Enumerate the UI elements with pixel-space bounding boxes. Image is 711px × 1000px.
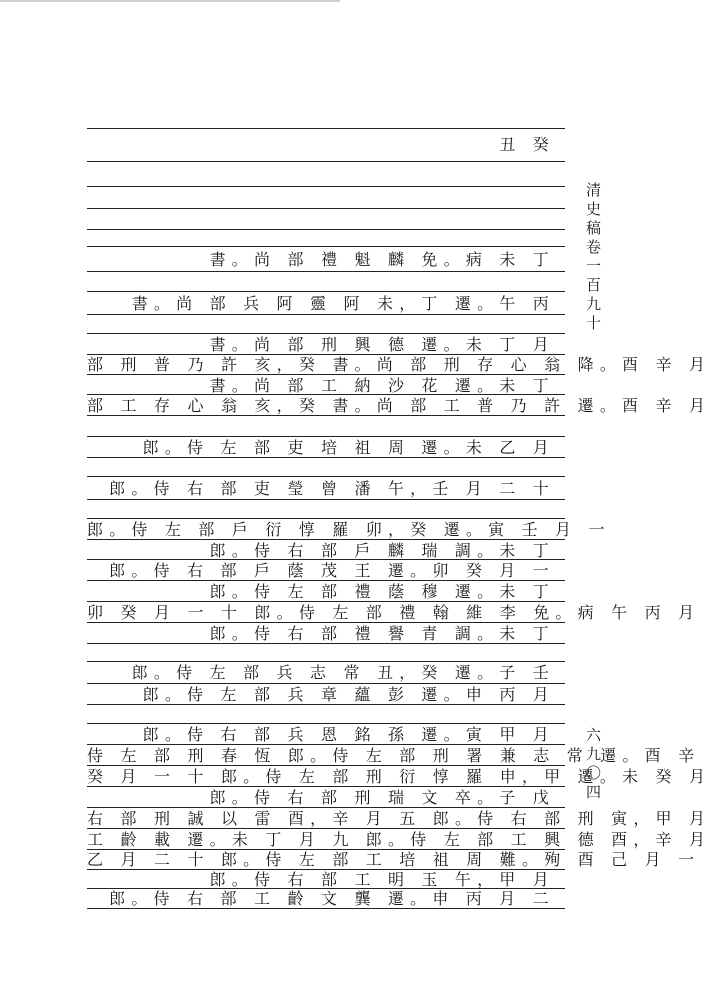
year-label: 丑 癸: [499, 135, 555, 154]
table-row-text: 郎。侍 右 部 兵 恩 銘 孫 遷。寅 甲 月: [142, 725, 555, 744]
table-rule: [87, 499, 565, 500]
table-rule: [87, 436, 565, 437]
table-rule: [87, 161, 565, 162]
table-row-text: 郎。侍 右 部 戶 麟 瑞 調。未 丁: [209, 541, 555, 560]
table-row-text: 郎。侍 左 部 兵 志 常 丑，癸 遷。子 壬: [131, 663, 555, 682]
table-rule: [87, 622, 565, 623]
table-rule: [87, 457, 565, 458]
table-rule: [87, 291, 565, 292]
table-rule: [87, 539, 565, 540]
table-rule: [87, 786, 565, 787]
table-rule: [87, 186, 565, 187]
table-rule: [87, 723, 565, 724]
table-rule: [87, 374, 565, 375]
table-rule: [87, 128, 565, 129]
table-rule: [87, 518, 565, 519]
table-row-text: 郎。侍 右 部 吏 瑩 曾 潘 午，壬 月 二 十: [109, 479, 555, 498]
table-row-text: 右 部 刑 誠 以 雷 酉，辛 月 五 郎。侍 右 部 刑 寅，甲 月: [87, 809, 711, 828]
table-row-text: 書。尚 部 工 納 沙 花 遷。未 丁: [209, 376, 555, 395]
running-title: 清史稿卷一百九十: [584, 182, 602, 334]
table-row-text: 郎。侍 左 部 禮 蔭 穆 遷。未 丁: [209, 582, 555, 601]
table-rule: [87, 580, 565, 581]
table-rule: [87, 229, 565, 230]
table-row-text: 卯 癸 月 一 十 郎。侍 左 部 禮 翰 維 李 免。病 午 丙 月: [87, 603, 701, 622]
table-rule: [87, 908, 565, 909]
table-row-text: 部 工 存 心 翁 亥，癸 書。尚 部 工 普 乃 許 遷。酉 辛 月: [87, 396, 711, 415]
table-row-text: 書。尚 部 刑 興 德 遷。未 丁 月: [209, 335, 555, 354]
table-rule: [87, 643, 565, 644]
table-row-text: 郎。侍 右 部 工 明 玉 午，甲 月: [209, 870, 555, 889]
table-rule: [87, 208, 565, 209]
table-row-text: 書。尚 部 禮 魁 麟 免。病 未 丁: [209, 250, 555, 269]
table-row-text: 郎。侍 右 部 戶 蔭 茂 王 遷。卯 癸 月 一: [109, 561, 555, 580]
table-rule: [87, 807, 565, 808]
table-row-text: 癸 月 一 十 郎。侍 左 部 刑 衍 惇 羅 申，甲 遷。未 癸 月: [87, 767, 711, 786]
table-row-text: 工 齡 載 遷。未 丁 月 九 郎。侍 左 部 工 興 德 酉，辛 月: [87, 830, 711, 849]
table-rule: [87, 333, 565, 334]
table-rule: [87, 744, 565, 745]
table-rule: [87, 314, 565, 315]
table-row-text: 郎。侍 右 部 刑 瑞 文 卒。子 戊: [209, 788, 555, 807]
top-edge-line: [0, 0, 340, 2]
table-rule: [87, 476, 565, 477]
table-rule: [87, 765, 565, 766]
table-row-text: 郎。侍 左 部 兵 章 蘊 彭 遷。申 丙 月: [142, 685, 555, 704]
table-row-text: 郎。侍 左 部 吏 培 祖 周 遷。未 乙 月: [142, 438, 555, 457]
table-rule: [87, 661, 565, 662]
table-row-text: 郎。侍 右 部 工 齡 文 龔 遷。申 丙 月 二: [109, 889, 555, 908]
table-row-text: 郎。侍 右 部 禮 譽 青 調。未 丁: [209, 624, 555, 643]
table-row-text: 侍 左 部 刑 春 恆 郎。侍 左 部 刑 署 兼 志 常 遷。酉 辛: [87, 746, 701, 765]
table-rule: [87, 828, 565, 829]
table-row-text: 乙 月 二 十 郎。侍 左 部 工 培 祖 周 難。殉 酉 己 月 一: [87, 850, 701, 869]
table-row-text: 書。尚 部 兵 阿 靈 阿 未，丁 遷。午 丙: [131, 294, 555, 313]
table-rule: [87, 704, 565, 705]
table-rule: [87, 246, 565, 247]
table-row-text: 郎。侍 左 部 戶 衍 惇 羅 卯，癸 遷。寅 壬 月 一: [87, 520, 611, 539]
table-rule: [87, 415, 565, 416]
table-rule: [87, 601, 565, 602]
table-rule: [87, 271, 565, 272]
page-number: 六九〇四: [584, 727, 602, 803]
table-rule: [87, 683, 565, 684]
table-row-text: 部 刑 普 乃 許 亥，癸 書。尚 部 刑 存 心 翁 降。酉 辛 月: [87, 355, 711, 374]
